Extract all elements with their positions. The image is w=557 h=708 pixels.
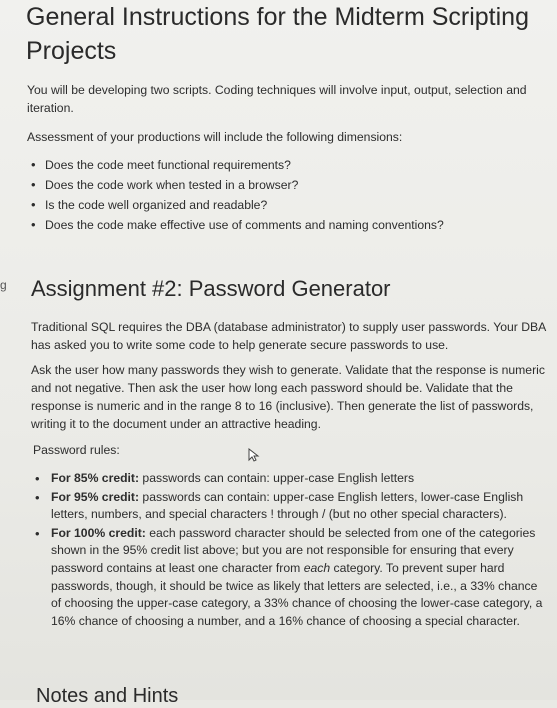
list-item: • Does the code make effective use of comments and naming conventions? xyxy=(27,215,547,235)
rule-credit-label: For 95% credit: xyxy=(51,489,140,504)
rule-credit-label: For 100% credit: xyxy=(51,525,146,540)
sql-paragraph: Traditional SQL requires the DBA (database administrator) to supply user passwords. Your DBA has asked you to write some code to help generate secure passwords to use. xyxy=(31,320,546,352)
list-item xyxy=(33,470,545,488)
task-paragraph: Ask the user how many passwords they wish to generate. Validate that the response is numeric and not negative. Then ask the user how long each password should be. Validate that the response is numeric and in the range 8 to 16 (inclusive). Then generate the list of passwords, writing it to the document under an attractive heading. xyxy=(31,363,545,431)
rule-text: passwords can contain: upper-case English letters xyxy=(139,471,415,485)
rule-text: each password character should be selected from one of the categories shown in the 95% credit list above; but you are not responsible for ensuring that every password contains at least one character from xyxy=(51,525,536,575)
assessment-dimensions-list xyxy=(27,155,547,235)
rule-text-continued: category. To prevent super hard passwords, though, it should be twice as likely that letters are selected, i.e., a 33% chance of choosing the upper-case category, a 33% chance of choosing the lower-case category, a 16% chance of choosing a number, and a 16% chance of choosing a special character. xyxy=(51,560,543,628)
rule-emphasis: each xyxy=(303,560,331,575)
rule-credit-label: For 85% credit: xyxy=(51,471,140,485)
mouse-cursor-icon xyxy=(247,448,261,462)
intro-paragraph: You will be developing two scripts. Coding techniques will involve input, output, selection and iteration. xyxy=(27,83,527,115)
password-rules-label: Password rules: xyxy=(33,443,120,457)
list-item: • Is the code well organized and readable? xyxy=(27,195,547,215)
edge-glyph: g xyxy=(0,278,7,292)
rule-text: passwords can contain: upper-case English letters, lower-case English letters, numbers, and special characters ! through / (but no other special characters). xyxy=(51,489,524,522)
password-rules-list xyxy=(33,470,545,631)
assessment-intro: Assessment of your productions will include the following dimensions: xyxy=(27,130,403,144)
list-item: • Does the code meet functional requirements? xyxy=(27,155,547,175)
list-item xyxy=(33,489,545,524)
general-instructions-title: General Instructions for the Midterm Scripting Projects xyxy=(26,3,529,65)
assignment-2-title: Assignment #2: Password Generator xyxy=(31,276,391,301)
list-item xyxy=(33,525,545,631)
notes-and-hints-title: Notes and Hints xyxy=(36,685,179,707)
list-item: • Does the code work when tested in a browser? xyxy=(27,175,547,195)
